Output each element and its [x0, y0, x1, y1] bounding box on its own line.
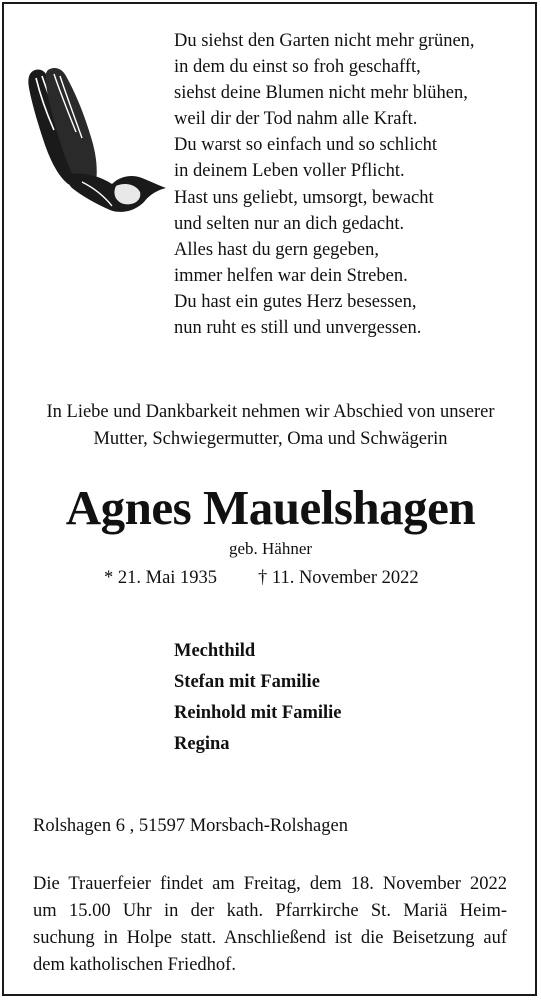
praying-hands-icon: [24, 64, 169, 214]
poem-line: Du hast ein gutes Herz besessen,: [174, 291, 417, 312]
deceased-name: Agnes Mauelshagen: [65, 480, 476, 535]
mourner-name: Regina: [174, 734, 230, 754]
service-line: Die Trauerfeier findet am Freitag, dem 18. November 2022: [33, 874, 507, 894]
birth-date: * 21. Mai 1935: [104, 568, 218, 588]
service-line: dem katholischen Friedhof.: [33, 955, 236, 975]
poem-line: siehst deine Blumen nicht mehr blühen,: [174, 83, 468, 104]
poem-line: Du warst so einfach und so schlicht: [174, 135, 438, 156]
mourner-name: Stefan mit Familie: [174, 672, 320, 692]
poem-line: Du siehst den Garten nicht mehr grünen,: [174, 31, 475, 51]
poem-line: Alles hast du gern gegeben,: [174, 239, 379, 260]
poem-line: in dem du einst so froh geschafft,: [174, 57, 421, 78]
funeral-service-notice: [33, 871, 507, 979]
poem-line: nun ruht es still und unvergessen.: [174, 318, 422, 339]
poem-line: in deinem Leben voller Pflicht.: [174, 161, 405, 182]
poem: [174, 28, 475, 341]
service-line: suchung in Holpe statt. Anschließend ist die Beisetzung auf: [33, 928, 507, 948]
mourners-list: [174, 636, 342, 760]
family-address: Rolshagen 6 , 51597 Morsbach-Rolshagen: [33, 816, 348, 836]
death-date: † 11. November 2022: [258, 568, 419, 588]
intro-line: In Liebe und Dankbarkeit nehmen wir Abschied von unserer: [46, 402, 495, 422]
birth-name: geb. Hähner: [228, 539, 313, 558]
poem-line: weil dir der Tod nahm alle Kraft.: [174, 109, 418, 130]
service-line: um 15.00 Uhr in der kath. Pfarrkirche St. Mariä Heim-: [33, 901, 507, 921]
poem-line: und selten nur an dich gedacht.: [174, 213, 405, 234]
poem-line: Hast uns geliebt, umsorgt, bewacht: [174, 187, 434, 208]
mourner-name: Reinhold mit Familie: [174, 703, 342, 723]
mourner-name: Mechthild: [174, 641, 256, 661]
intro-line: Mutter, Schwiegermutter, Oma und Schwägerin: [93, 429, 448, 449]
farewell-intro: [0, 399, 541, 453]
poem-line: immer helfen war dein Streben.: [174, 265, 408, 286]
